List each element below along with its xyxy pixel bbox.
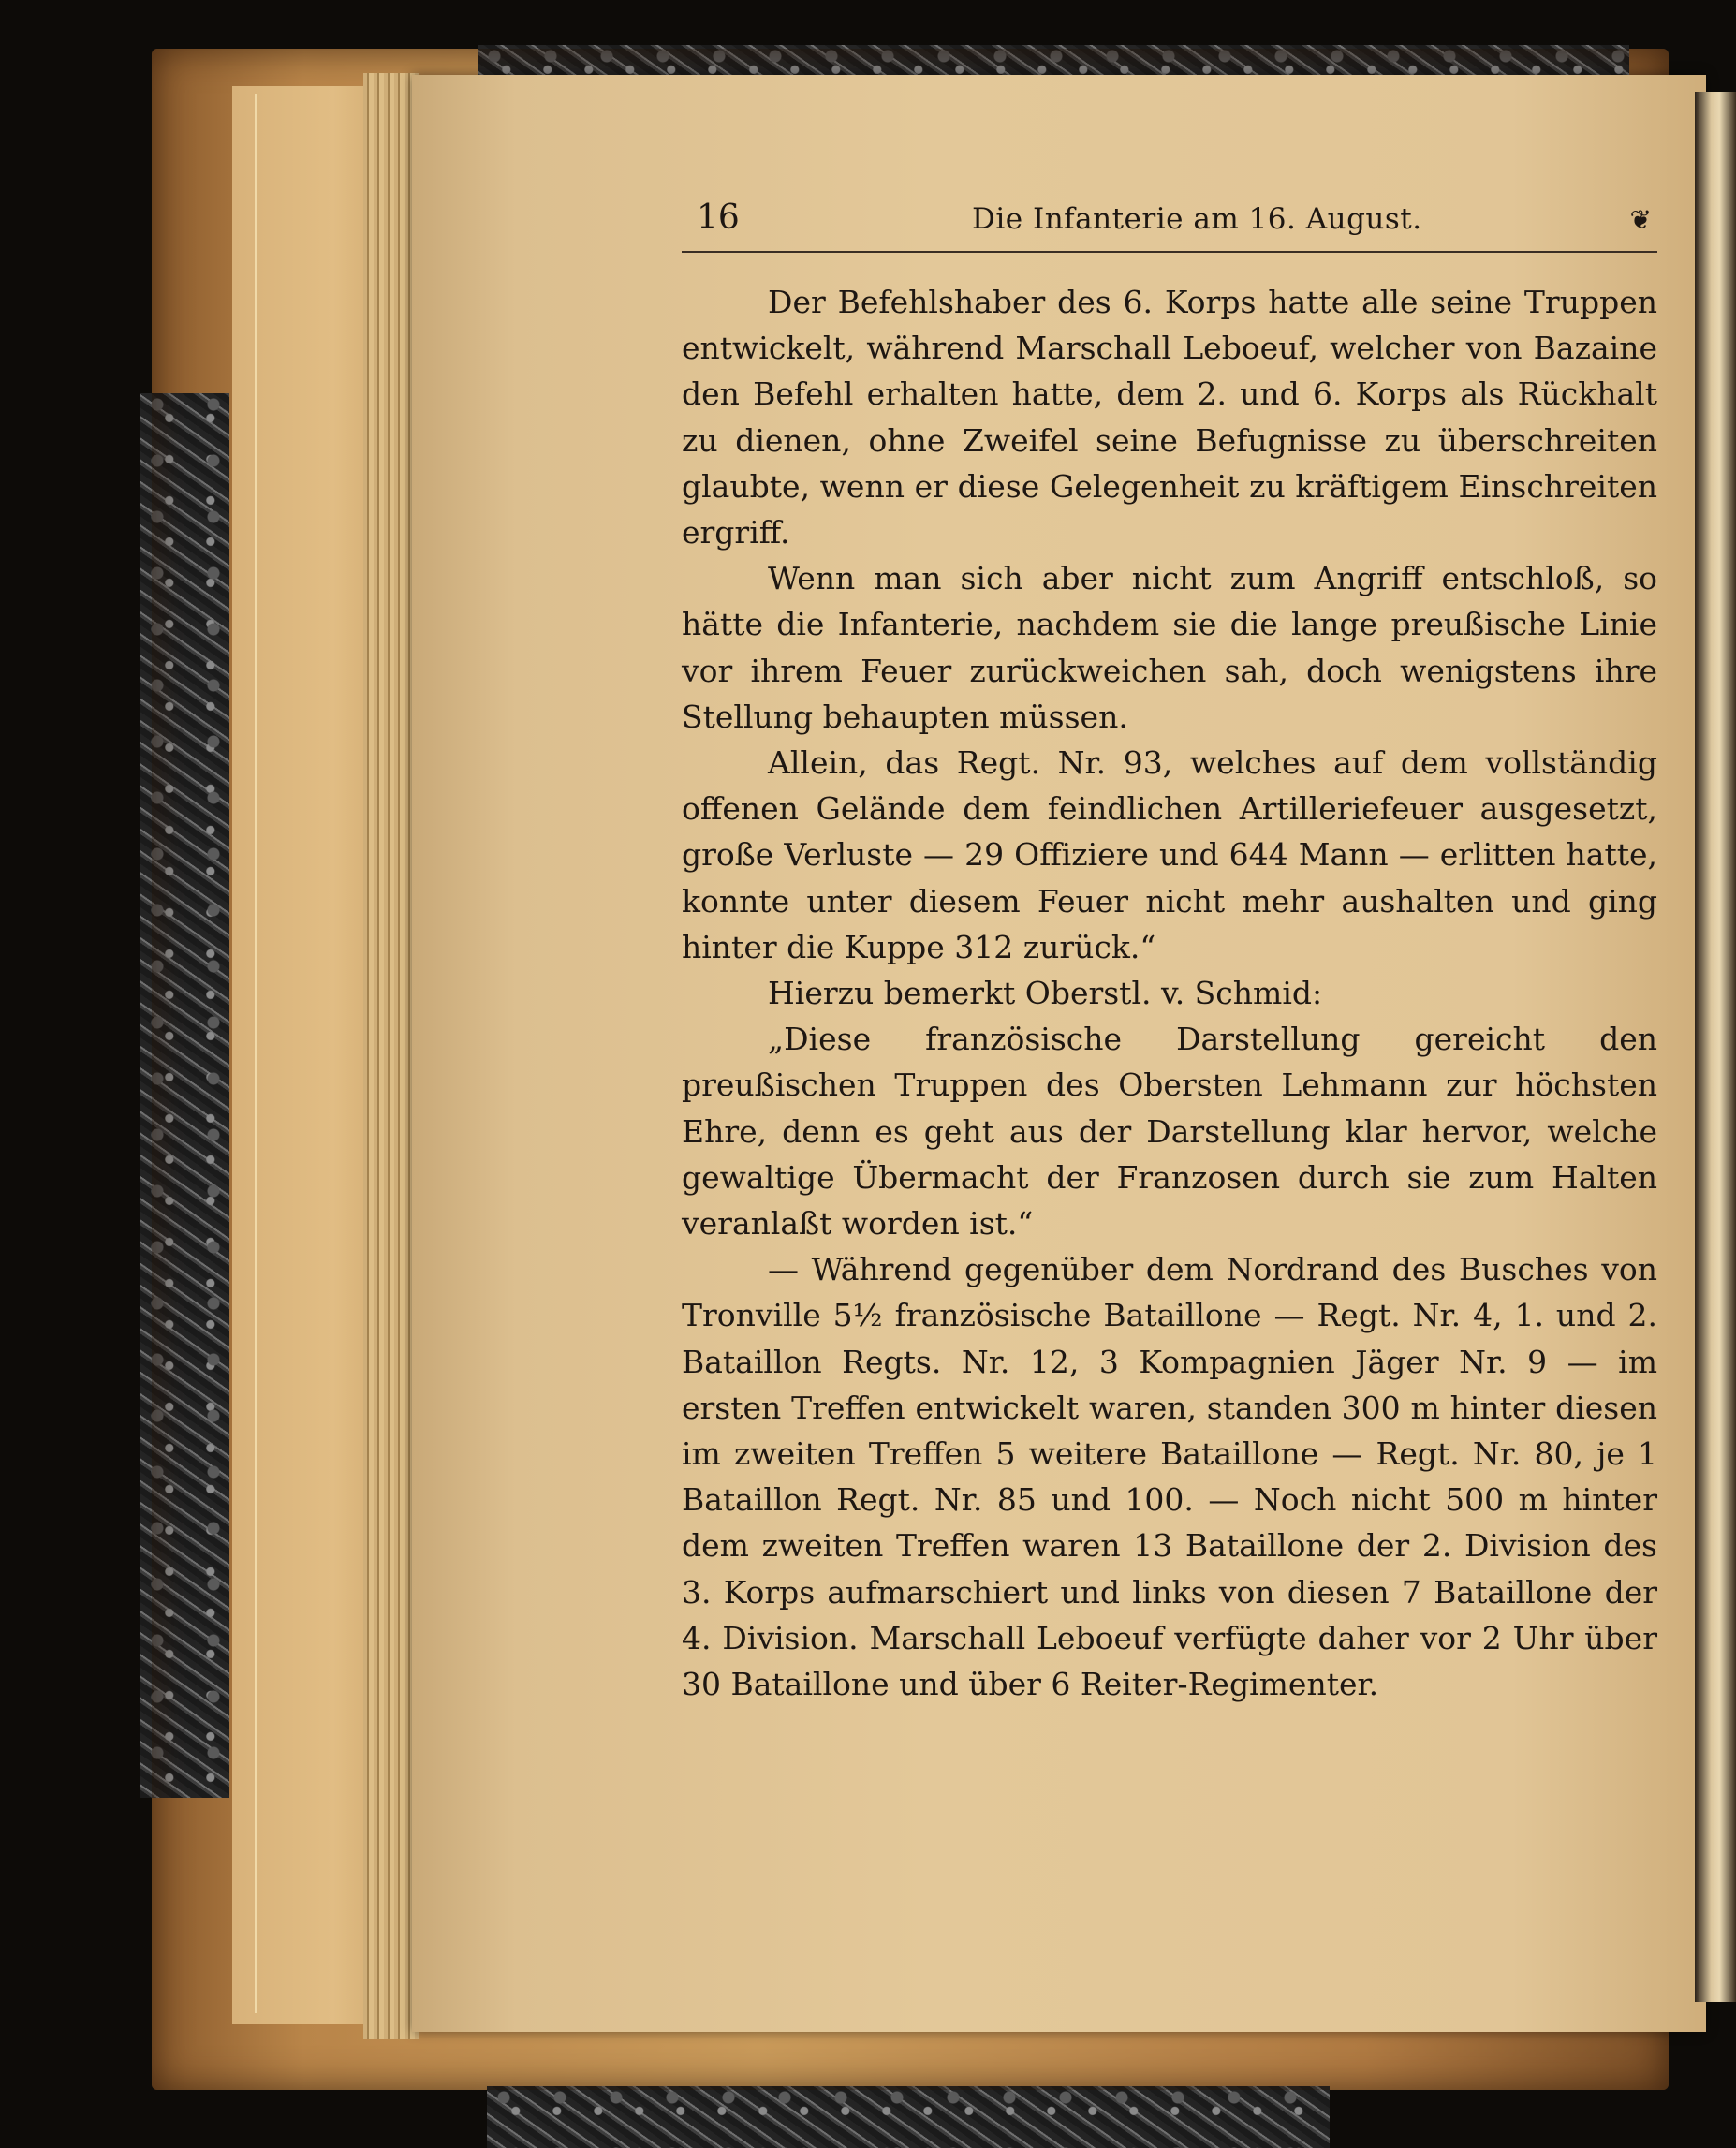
running-head bbox=[682, 193, 1657, 253]
facing-page-edge bbox=[1695, 92, 1736, 2002]
page-stack-edge bbox=[363, 73, 419, 2039]
paragraph: Hierzu bemerkt Oberstl. v. Schmid: bbox=[768, 975, 1323, 1012]
paragraph: — Während gegenüber dem Nordrand des Busches von Tronville 5½ französische Bataillone — Regt. Nr. 4, 1. und 2. Bataillon Regts. Nr. 12, 3 Kompagnien Jäger Nr. 9 — im ersten Treffen entwickelt waren, standen 300 m hinter diesen im zweiten Treffen 5 weitere Bataillone — Regt. Nr. 80, je 1 Bataillon Regt. Nr. 85 und 100. — Noch nicht 500 m hinter dem zweiten Treffen waren 13 Bataillone der 2. Division des 3. Korps aufmarschiert und links von diesen 7 Bataillone der 4. Division. Marschall Leboeuf verfügte daher vor 2 Uhr über 30 Bataillone und über 6 Reiter-Regimenter. bbox=[682, 1251, 1657, 1703]
paragraph: Allein, das Regt. Nr. 93, welches auf dem vollständig offenen Gelände dem feindlichen Artilleriefeuer ausgesetzt, große Verluste — 29 Offiziere und 644 Mann — erlitten hatte, konnte unter diesem Feuer nicht mehr aushalten und ging hinter die Kuppe 312 zurück.“ bbox=[682, 744, 1657, 965]
body-text bbox=[682, 279, 1657, 1707]
page-number: 16 bbox=[697, 199, 740, 237]
page-text-block bbox=[682, 193, 1657, 1707]
ornament-icon: ❦ bbox=[1629, 204, 1652, 235]
quote-paragraph: „Diese französische Darstellung gereicht den preußischen Truppen des Obersten Lehmann zur höchsten Ehre, denn es geht aus der Darstellung klar hervor, welche gewaltige Übermacht der Franzosen durch sie zum Halten veranlaßt worden ist.“ bbox=[682, 1021, 1657, 1243]
running-title: Die Infanterie am 16. August. bbox=[972, 202, 1422, 236]
paragraph: Der Befehlshaber des 6. Korps hatte alle seine Truppen entwickelt, während Marschall Leboeuf, welcher von Bazaine den Befehl erhalten hatte, dem 2. und 6. Korps als Rückhalt zu dienen, ohne Zweifel seine Befugnisse zu überschreiten glaubte, wenn er diese Gelegenheit zu kräftigem Einschreiten ergriff. bbox=[682, 284, 1657, 552]
marbled-cover-bottom bbox=[487, 2086, 1330, 2148]
paragraph: Wenn man sich aber nicht zum Angriff entschloß, so hätte die Infanterie, nachdem sie die lange preußische Linie vor ihrem Feuer zurückweichen sah, doch wenigstens ihre Stellung behaupten müssen. bbox=[682, 560, 1657, 735]
